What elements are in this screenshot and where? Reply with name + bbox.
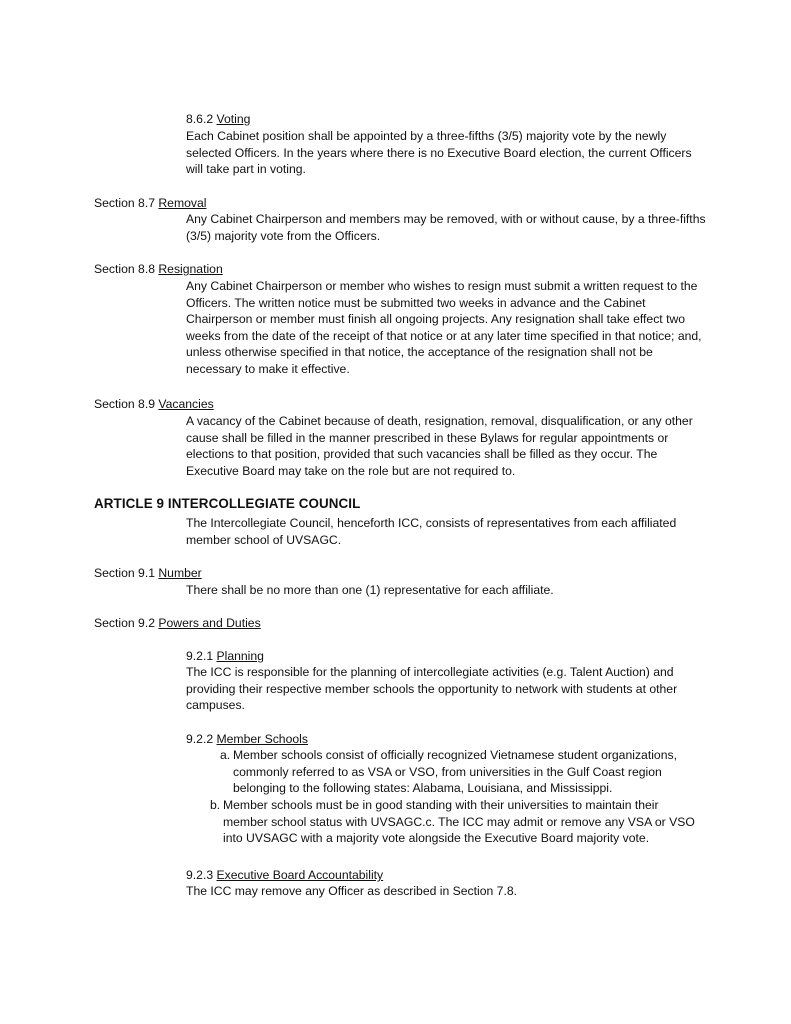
subsection-heading-9-2-3: [186, 867, 383, 884]
subsection-title: Executive Board Accountability: [216, 868, 384, 882]
subsection-title: Member Schools: [216, 732, 308, 746]
subsection-body-8-6-2: Each Cabinet position shall be appointed by a three-fifths (3/5) majority vote by the newly selected Officers. In the years where there is no Executive Board election, the current Officers will take part in voting.: [186, 129, 692, 177]
section-heading-9-2: [94, 615, 261, 632]
section-number: Section 9.2: [94, 616, 155, 630]
section-title: Removal: [158, 196, 207, 210]
list-marker: b.: [210, 798, 221, 812]
article-body: The Intercollegiate Council, henceforth ICC, consists of representatives from each affiliated member school of UVSAGC.: [186, 516, 677, 547]
section-title: Resignation: [158, 262, 223, 276]
subsection-heading-9-2-2: [186, 731, 308, 748]
section-body-8-7: Any Cabinet Chairperson and members may be removed, with or without cause, by a three-fifths (3/5) majority vote from the Officers.: [186, 212, 706, 243]
section-number: Section 8.9: [94, 397, 155, 411]
section-heading-9-1: [94, 565, 202, 582]
section-body-8-9: A vacancy of the Cabinet because of death, resignation, removal, disqualification, or any other cause shall be filled in the manner prescribed in these Bylaws for regular appointments or elections to that position, provided that such vacancies shall be filled as they occur. The Executive Board may take on the role but are not required to.: [186, 414, 693, 478]
subsection-body-9-2-3: The ICC may remove any Officer as described in Section 7.8.: [186, 884, 518, 898]
subsection-number: 9.2.3: [186, 868, 214, 882]
list-item-text: Member schools consist of officially recognized Vietnamese student organizations, commonly referred to as VSA or VSO, from universities in the Gulf Coast region belonging to the following states: Alabama, Louisiana, and Mississippi.: [233, 748, 677, 796]
list-item: [220, 747, 700, 797]
section-number: Section 8.7: [94, 196, 155, 210]
subsection-number: 9.2.1: [186, 649, 214, 663]
section-body-8-8: Any Cabinet Chairperson or member who wishes to resign must submit a written request to the Officers. The written notice must be submitted two weeks in advance and the Cabinet Chairperson or member must finish all ongoing projects. Any resignation shall take effect two weeks from the date of the receipt of that notice or at any later time specified in that notice; and, unless otherwise specified in that notice, the acceptance of the resignation shall not be necessary to make it effective.: [186, 279, 702, 376]
list-item: [210, 797, 700, 847]
section-heading-8-7: [94, 195, 206, 212]
list-marker: a.: [220, 748, 231, 762]
article-heading: ARTICLE 9 INTERCOLLEGIATE COUNCIL: [94, 496, 361, 511]
section-body-9-1: There shall be no more than one (1) representative for each affiliate.: [186, 583, 554, 597]
section-heading-8-8: [94, 261, 223, 278]
subsection-title: Planning: [216, 649, 264, 663]
subsection-number: 9.2.2: [186, 732, 214, 746]
subsection-title: Voting: [216, 112, 251, 126]
section-title: Vacancies: [158, 397, 214, 411]
section-heading-8-9: [94, 396, 214, 413]
subsection-body-9-2-1: The ICC is responsible for the planning of intercollegiate activities (e.g. Talent Auction) and providing their respective member schools the opportunity to network with students at other campuses.: [186, 665, 678, 713]
section-title: Powers and Duties: [158, 616, 261, 630]
subsection-heading-8-6-2: [186, 111, 250, 128]
section-number: Section 8.8: [94, 262, 155, 276]
section-title: Number: [158, 566, 202, 580]
subsection-heading-9-2-1: [186, 648, 264, 665]
section-number: Section 9.1: [94, 566, 155, 580]
subsection-number: 8.6.2: [186, 112, 214, 126]
list-item-text: Member schools must be in good standing with their universities to maintain their member school status with UVSAGC.c. The ICC may admit or remove any VSA or VSO into UVSAGC with a majority vote alongside the Executive Board majority vote.: [223, 798, 695, 846]
